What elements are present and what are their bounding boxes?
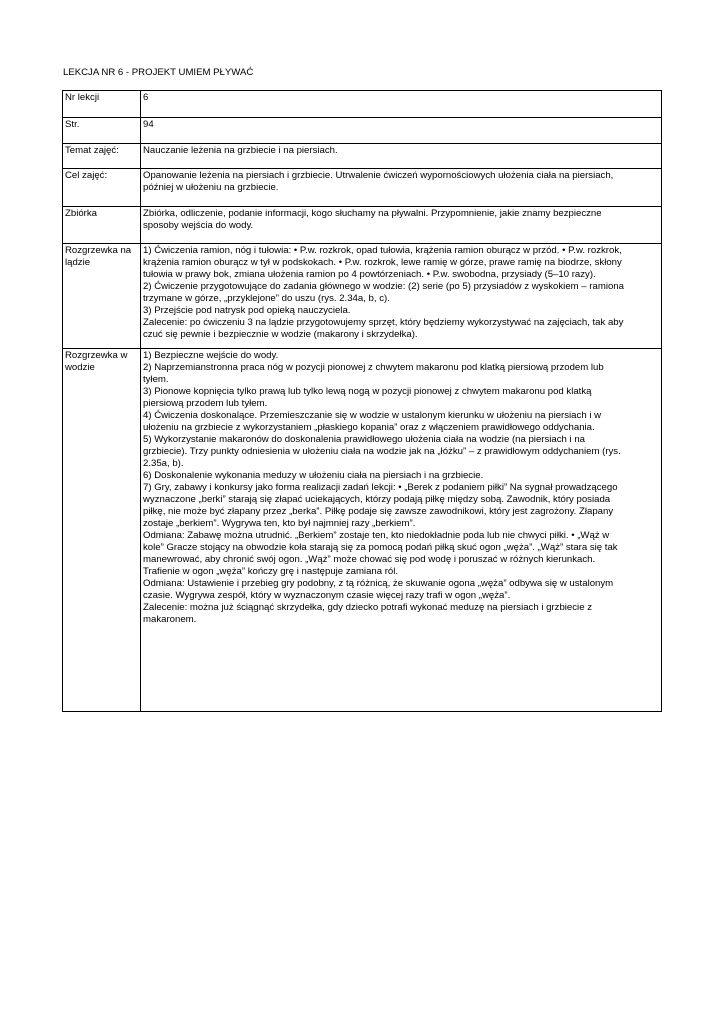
water-warmup-line: czasie. Wygrywa zespół, który w wyznaczonym czasie więcej razy trafi w ogon „węża”. — [143, 590, 511, 601]
label-assembly: Zbiórka — [63, 207, 141, 244]
land-warmup-label-line: Rozgrzewka na — [65, 245, 132, 256]
land-warmup-line: Zalecenie: po ćwiczeniu 3 na lądzie przygotowujemy sprzęt, który będziemy wykorzystywać na zajęciach, tak aby — [143, 317, 624, 328]
water-warmup-line: grzbiecie). Trzy punkty odniesienia w ułożeniu ciała na wodzie jak na „łóżku” – z prawidłowym oddychaniem (rys. — [143, 446, 621, 457]
water-warmup-line: makaronem. — [143, 614, 197, 625]
row-lesson-number — [63, 91, 662, 118]
assembly-line: sposoby wejścia do wody. — [143, 220, 254, 231]
row-land-warmup — [63, 244, 662, 349]
label-water-warmup — [63, 349, 141, 712]
land-warmup-line: tułowia w prawy bok, zmiana ułożenia ramion po 4 powtórzeniach. • P.w. swobodna, przysiady (5–10 razy). — [143, 269, 596, 280]
row-topic — [63, 144, 662, 169]
label-lesson-number: Nr lekcji — [63, 91, 141, 118]
value-goal — [141, 169, 662, 207]
water-warmup-line: zostaje „berkiem”. Wygrywa ten, kto był najmniej razy „berkiem”. — [143, 518, 416, 529]
document-title: LEKCJA NR 6 - PROJEKT UMIEM PŁYWAĆ — [63, 67, 254, 78]
land-warmup-line: krążenia ramion oburącz w tył w podskokach. • P.w. rozkrok, lewe ramię w górze, prawe ramię na biodrze, skłony — [143, 257, 622, 268]
land-warmup-line: trzymane w górze, „przyklejone” do uszu (rys. 2.34a, b, c). — [143, 293, 390, 304]
land-warmup-line: 3) Przejście pod natrysk pod opieką nauczyciela. — [143, 305, 351, 316]
water-warmup-line: wyznaczone „berki” starają się złapać uciekających, którzy podają piłkę między sobą. Zawodnik, który posiada — [143, 494, 611, 505]
goal-line: później w ułożeniu na grzbiecie. — [143, 182, 279, 193]
water-warmup-label-line: Rozgrzewka w — [65, 350, 128, 361]
water-warmup-line: manewrować, aby chronić swój ogon. „Wąż” może chować się pod wodę i poruszać w różnych kierunkach. — [143, 554, 596, 565]
land-warmup-line: 1) Ćwiczenia ramion, nóg i tułowia: • P.w. rozkrok, opad tułowia, krążenia ramion oburącz w przód. • P.w. rozkrok, — [143, 245, 622, 256]
water-warmup-line: 4) Ćwiczenia doskonalące. Przemieszczanie się w wodzie w ustalonym kierunku w ułożeniu na piersiach i w — [143, 410, 602, 421]
row-water-warmup — [63, 349, 662, 712]
row-page — [63, 118, 662, 144]
water-warmup-line: 5) Wykorzystanie makaronów do doskonalenia prawidłowego ułożenia ciała na wodzie (na piersiach i na — [143, 434, 586, 445]
land-warmup-label-line: lądzie — [65, 257, 91, 268]
water-warmup-line: piersiową przodem lub tyłem. — [143, 398, 268, 409]
water-warmup-line: piłkę, nie może być złapany przez „berka”. Piłkę podaje się zawsze zawodnikowi, który jest zagrożony. Złapany — [143, 506, 614, 517]
water-warmup-label-line: wodzie — [65, 362, 95, 373]
water-warmup-line: tyłem. — [143, 374, 169, 385]
value-lesson-number: 6 — [141, 91, 662, 118]
land-warmup-line: czuć się pewnie i bezpiecznie w wodzie (makarony i skrzydełka). — [143, 329, 418, 340]
water-warmup-line: 2) Naprzemianstronna praca nóg w pozycji pionowej z chwytem makaronu pod klatką piersiową przodem lub — [143, 362, 604, 373]
assembly-line: Zbiórka, odliczenie, podanie informacji, kogo słuchamy na pływalni. Przypomnienie, jakie znamy bezpieczne — [143, 208, 602, 219]
land-warmup-line: 2) Ćwiczenie przygotowujące do zadania głównego w wodzie: (2) serie (po 5) przysiadów z wyskokiem – ramiona — [143, 281, 624, 292]
water-warmup-line: Trafienie w ogon „węża” kończy grę i następuje zamiana ról. — [143, 566, 399, 577]
goal-line: Opanowanie leżenia na piersiach i grzbiecie. Utrwalenie ćwiczeń wypornościowych ułożenia ciała na piersiach, — [143, 170, 614, 181]
water-warmup-line: 2.35a, b). — [143, 458, 184, 469]
water-warmup-line: 7) Gry, zabawy i konkursy jako forma realizacji zadań lekcji: • „Berek z podaniem piłki” Na sygnał prowadzącego — [143, 482, 618, 493]
water-warmup-line: kole” Gracze stojący na obwodzie koła starają się za pomocą podań piłką skuć ogon „węża”. „Wąż” stara się tak — [143, 542, 618, 553]
water-warmup-line: Odmiana: Ustawienie i przebieg gry podobny, z tą różnicą, że skuwanie ogona „węża” odbywa się w ustalonym — [143, 578, 614, 589]
lesson-table — [62, 90, 662, 712]
water-warmup-line: Odmiana: Zabawę można utrudnić. „Berkiem” zostaje ten, kto niedokładnie poda lub nie chwyci piłki. • „Wąż w — [143, 530, 610, 541]
value-topic: Nauczanie leżenia na grzbiecie i na piersiach. — [141, 144, 662, 169]
value-water-warmup — [141, 349, 662, 712]
value-land-warmup — [141, 244, 662, 349]
label-land-warmup — [63, 244, 141, 349]
water-warmup-line: 1) Bezpieczne wejście do wody. — [143, 350, 279, 361]
row-goal — [63, 169, 662, 207]
water-warmup-line: 3) Pionowe kopnięcia tylko prawą lub tylko lewą nogą w pozycji pionowej z chwytem makaronu pod klatką — [143, 386, 592, 397]
value-assembly — [141, 207, 662, 244]
row-assembly — [63, 207, 662, 244]
value-page: 94 — [141, 118, 662, 144]
water-warmup-line: 6) Doskonalenie wykonania meduzy w ułożeniu ciała na piersiach i na grzbiecie. — [143, 470, 484, 481]
label-page: Str. — [63, 118, 141, 144]
water-warmup-line: ułożeniu na grzbiecie z wykorzystaniem „płaskiego kopania” oraz z włączeniem prawidłowego oddychania. — [143, 422, 595, 433]
water-warmup-line: Zalecenie: można już ściągnąć skrzydełka, gdy dziecko potrafi wykonać meduzę na piersiach i grzbiecie z — [143, 602, 592, 613]
label-topic: Temat zajęć: — [63, 144, 141, 169]
label-goal: Cel zajęć: — [63, 169, 141, 207]
